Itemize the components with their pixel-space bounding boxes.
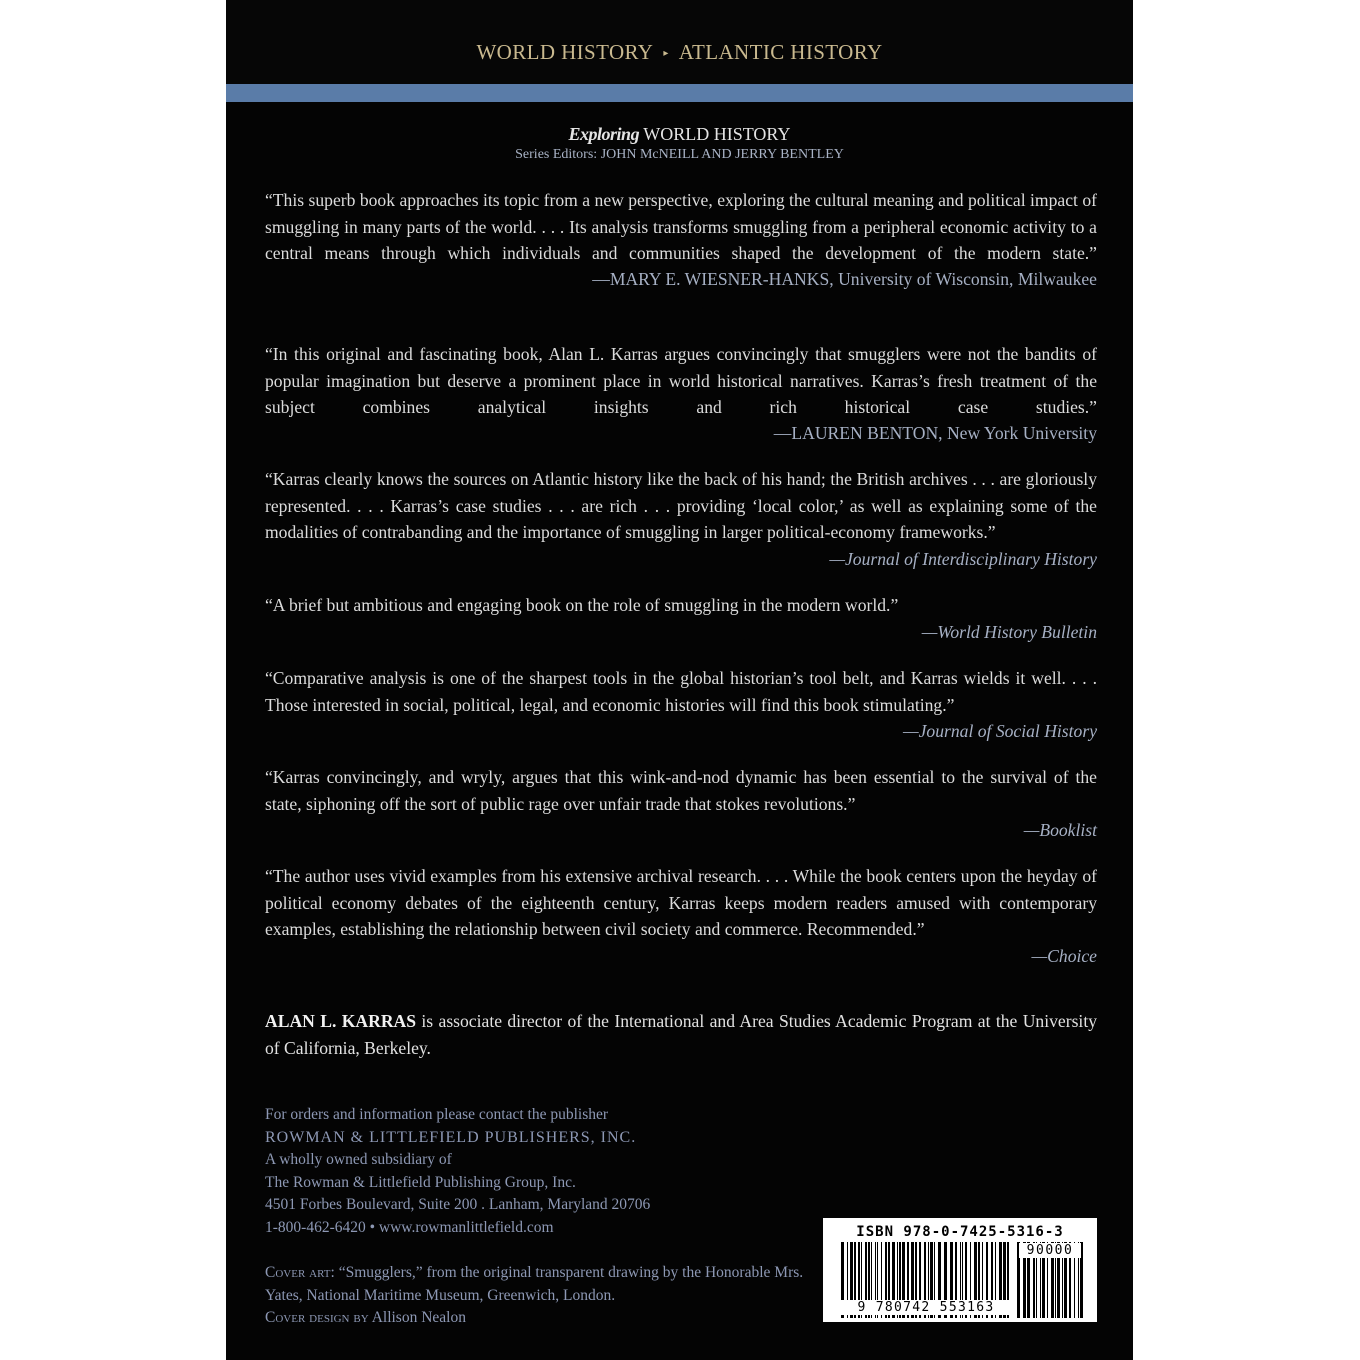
author-description: is associate director of the International and Area Studies Academic Program at the University of California, Berkeley.: [265, 1011, 1098, 1058]
attribution-affiliation: New York University: [946, 423, 1097, 444]
author-bio-text: [265, 1008, 1097, 1061]
author-bio: [265, 1008, 1097, 1061]
attribution-source: —Journal of Social History: [902, 721, 1097, 741]
series-title-text: WORLD HISTORY: [643, 124, 791, 144]
quote-attribution: [903, 718, 1097, 745]
review-quote-5: [265, 665, 1097, 741]
publisher-group: The Rowman & Littlefield Publishing Group, Inc.: [265, 1173, 576, 1191]
quote-attribution: [265, 817, 1097, 844]
quote-text: “The author uses vivid examples from his extensive archival research. . . . While the book centers upon the heyday of political economy debates of the eighteenth century, Karras keeps modern readers amused with contemporary examples, establishing the relationship between civil society and commerce. Recommended.”: [265, 866, 1097, 940]
review-quote-4: [265, 592, 1097, 645]
publisher-phone-web: 1-800-462-6420 • www.rowmanlittlefield.com: [265, 1218, 554, 1236]
isbn-barcode: [823, 1218, 1097, 1322]
quote-text: “In this original and fascinating book, Alan L. Karras argues convincingly that smugglers were not the bandits of popular imagination but deserve a prominent place in world historical narratives. Karras’s fresh treatment of the subject combines analytical insights and rich historical case studies.”: [265, 344, 1097, 418]
book-back-cover: [226, 0, 1133, 1360]
quote-attribution: [265, 619, 1097, 646]
blue-stripe: [226, 84, 1133, 102]
publisher-info: [265, 1104, 785, 1240]
review-quote-1: [265, 187, 1097, 293]
cover-design-label: Cover design by: [265, 1309, 369, 1327]
series-editors-label: Series Editors:: [515, 147, 598, 162]
cover-credits: [265, 1262, 825, 1330]
review-quote-3: [265, 466, 1097, 569]
attribution-source: —Choice: [1031, 946, 1097, 966]
publisher-subsidiary: A wholly owned subsidiary of: [265, 1151, 452, 1169]
attribution-affiliation: University of Wisconsin, Milwaukee: [838, 269, 1097, 290]
review-quote-6: [265, 764, 1097, 844]
addon-digits: 90000: [1019, 1243, 1081, 1258]
quote-text: “Karras convincingly, and wryly, argues that this wink-and-nod dynamic has been essential to the survival of the state, siphoning off the sort of public rage over unfair trade that stokes revolutions.”: [265, 767, 1097, 814]
category-world-history: WORLD HISTORY: [476, 40, 654, 64]
author-name: ALAN L. KARRAS: [265, 1011, 417, 1031]
review-quote-7: [265, 863, 1097, 966]
attribution-source: —World History Bulletin: [921, 621, 1097, 642]
cover-art-text: “Smugglers,” from the original transparent drawing by the Honorable Mrs. Yates, National Maritime Museum, Greenwich, London.: [265, 1264, 804, 1304]
attribution-name: —MARY E. WIESNER-HANKS,: [592, 269, 834, 290]
quote-attribution: [829, 546, 1097, 573]
series-title: [226, 124, 1133, 145]
series-editors-names: JOHN McNEILL AND JERRY BENTLEY: [600, 147, 844, 162]
isbn-number: ISBN 978-0-7425-5316-3: [856, 1224, 1064, 1240]
category-atlantic-history: ATLANTIC HISTORY: [678, 40, 883, 64]
series-script-word: Exploring: [568, 124, 640, 144]
attribution-name: —LAUREN BENTON,: [773, 423, 943, 444]
publisher-address: 4501 Forbes Boulevard, Suite 200 . Lanham, Maryland 20706: [265, 1196, 651, 1214]
review-quote-2: [265, 341, 1097, 447]
series-editors: [226, 147, 1133, 163]
quote-text: “Comparative analysis is one of the sharpest tools in the global historian’s tool belt, and Karras wields it well. . . . Those interested in social, political, legal, and economic histories will find this book stimulating.”: [265, 668, 1097, 715]
publisher-contact: For orders and information please contact the publisher: [265, 1106, 609, 1123]
subject-categories: [226, 40, 1133, 65]
quote-attribution: [1032, 943, 1097, 970]
cover-art-label: Cover art:: [265, 1264, 335, 1281]
quote-text: “Karras clearly knows the sources on Atlantic history like the back of his hand; the British archives . . . are gloriously represented. . . . Karras’s case studies . . . are rich . . . providing ‘local color,’ as well as explaining some of the modalities of contrabanding and the importance of smuggling in larger political-economy frameworks.”: [265, 469, 1097, 543]
triangle-separator-icon: ▸: [663, 48, 669, 59]
series-block: [226, 124, 1133, 163]
attribution-source: —Booklist: [1023, 820, 1097, 841]
quote-text: “This superb book approaches its topic from a new perspective, exploring the cultural meaning and political impact of smuggling in many parts of the world. . . . Its analysis transforms smuggling from a peripheral economic activity to a central means through which individuals and communities shaped the development of the modern state.”: [265, 190, 1097, 264]
cover-designer: Allison Nealon: [371, 1309, 466, 1327]
ean-digits: 9 780742 553163: [835, 1300, 1017, 1315]
publisher-name: ROWMAN & LITTLEFIELD PUBLISHERS, INC.: [265, 1128, 637, 1146]
quote-text: “A brief but ambitious and engaging book on the role of smuggling in the modern world.”: [265, 595, 899, 615]
attribution-source: —Journal of Interdisciplinary History: [829, 549, 1097, 569]
